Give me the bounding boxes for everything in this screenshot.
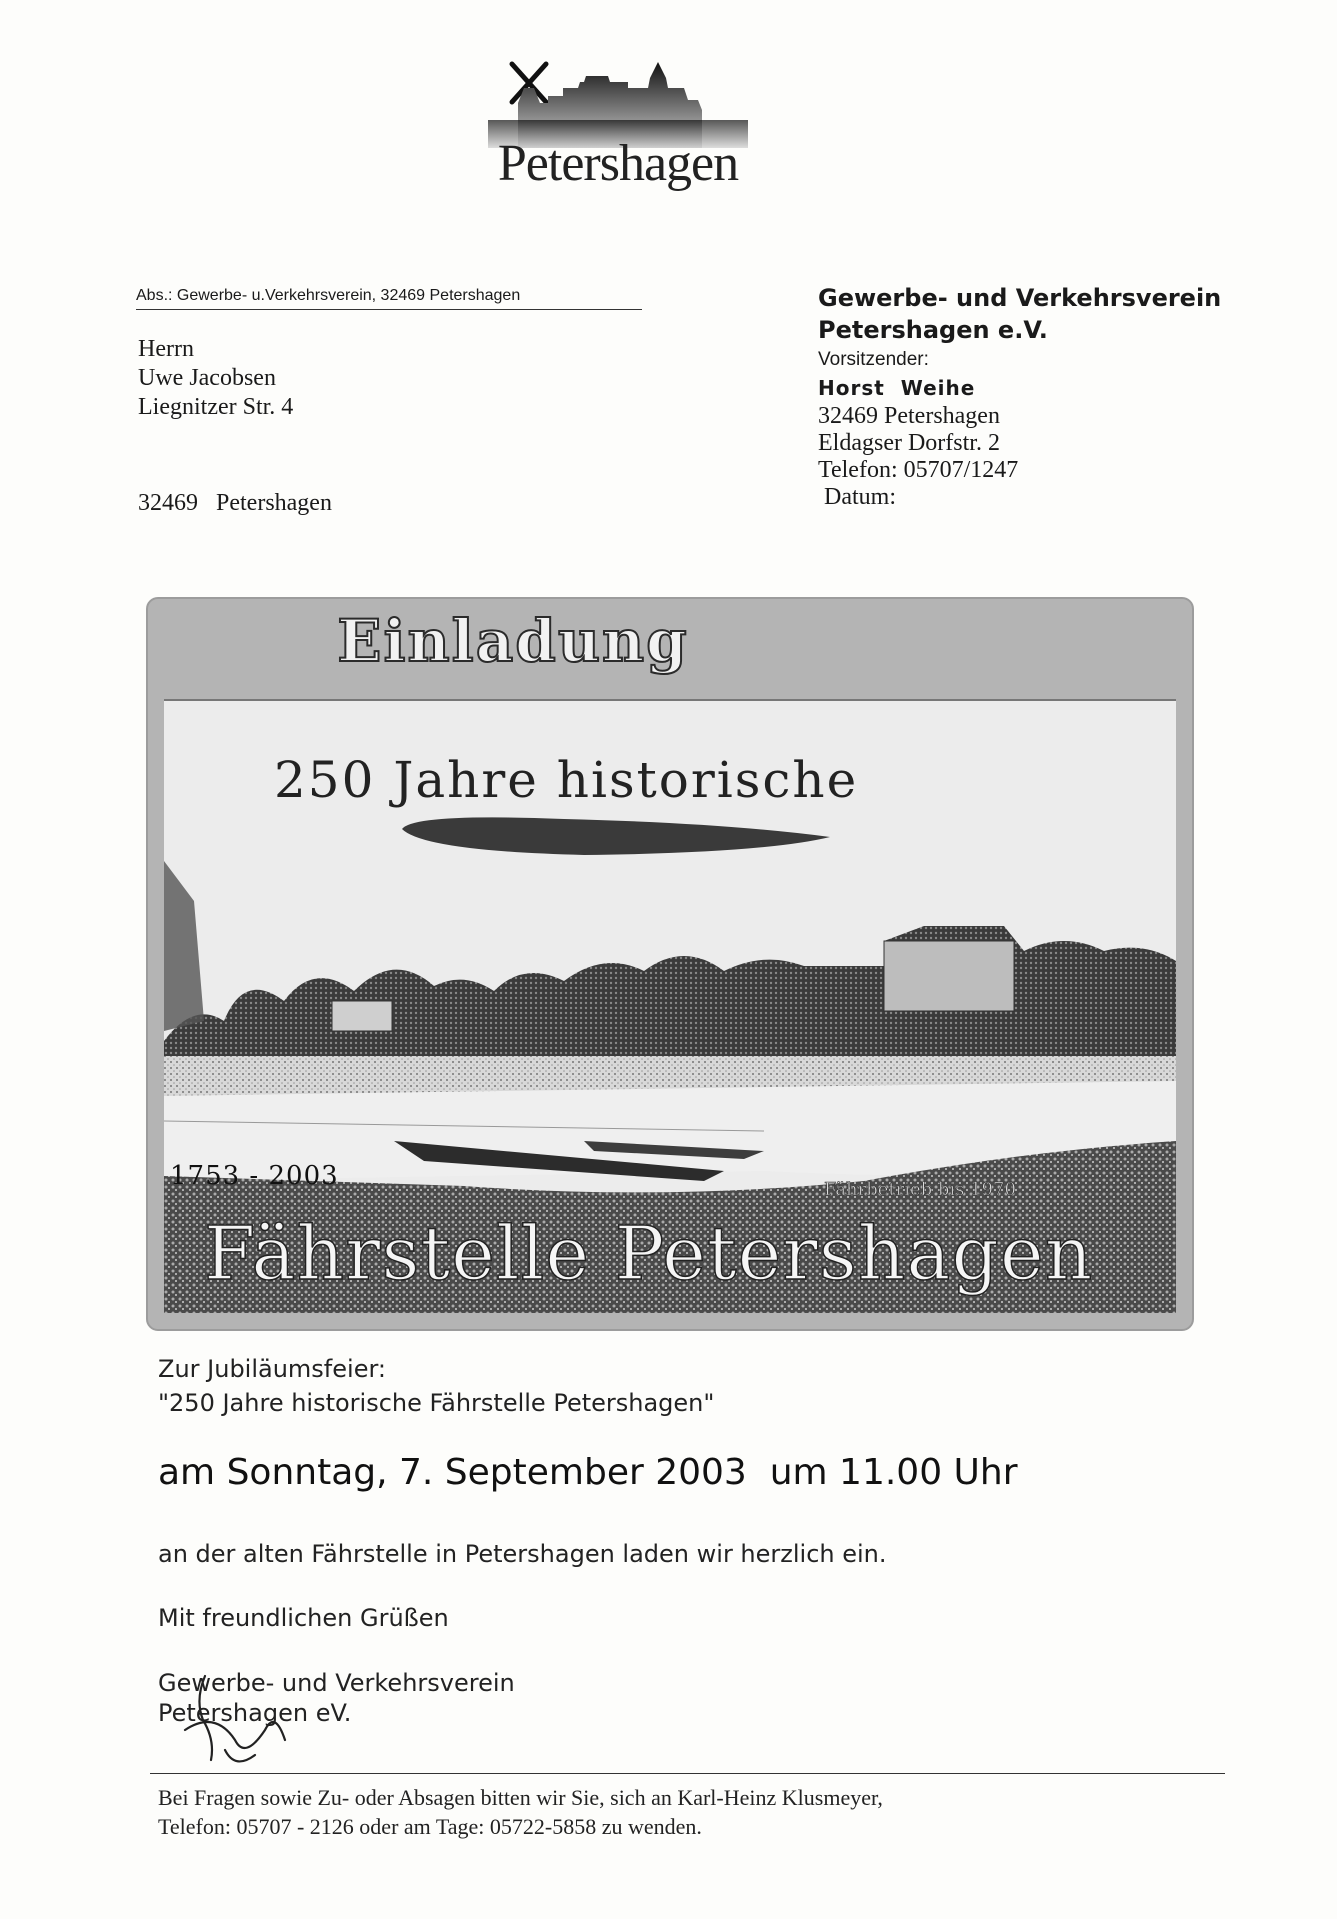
- banner-title: Einladung: [337, 607, 689, 675]
- org-date-label: Datum:: [824, 484, 896, 510]
- photo-years: 1753 - 2003: [170, 1161, 339, 1191]
- sign-org-line2: Petershagen eV.: [158, 1699, 352, 1727]
- footer-line2: Telefon: 05707 - 2126 oder am Tage: 05722-5858 zu wenden.: [158, 1814, 702, 1839]
- recipient-address: [138, 335, 293, 422]
- organization-block: [818, 282, 1221, 511]
- org-chair-name: Horst Weihe: [818, 376, 976, 400]
- recipient-city: [138, 490, 332, 517]
- org-city: 32469 Petershagen: [818, 403, 1000, 429]
- footer-note: [158, 1783, 883, 1841]
- recipient-salutation: Herrn: [138, 336, 194, 362]
- recipient-name: Uwe Jacobsen: [138, 365, 276, 391]
- org-name-line2: Petershagen e.V.: [818, 316, 1048, 344]
- org-street: Eldagser Dorfstr. 2: [818, 430, 1000, 456]
- intro-line1: Zur Jubiläumsfeier:: [158, 1355, 386, 1383]
- org-phone: Telefon: 05707/1247: [818, 457, 1019, 483]
- recipient-street: Liegnitzer Str. 4: [138, 394, 294, 420]
- invitation-line: an der alten Fährstelle in Petershagen laden wir herzlich ein.: [158, 1540, 887, 1568]
- photo-heading: 250 Jahre historische: [274, 751, 859, 809]
- letterhead-logo: [468, 58, 768, 198]
- zeppelin: [402, 817, 830, 855]
- intro-line2: "250 Jahre historische Fährstelle Petershagen": [158, 1389, 715, 1417]
- ferry-photo: [164, 699, 1176, 1313]
- sign-org-line1: Gewerbe- und Verkehrsverein: [158, 1669, 515, 1697]
- handwritten-signature: [175, 1670, 305, 1780]
- org-chair-label: Vorsitzender:: [818, 349, 929, 370]
- sender-address-line: Abs.: Gewerbe- u.Verkehrsverein, 32469 Petershagen: [136, 287, 642, 310]
- invitation-banner: [146, 597, 1194, 1331]
- logo-text: Petershagen: [497, 135, 739, 192]
- photo-caption: Fährbetrieb bis 1970: [824, 1179, 1016, 1200]
- event-date: am Sonntag, 7. September 2003 um 11.00 Uhr: [158, 1452, 1018, 1493]
- photo-big-title: Fährstelle Petershagen: [204, 1211, 1094, 1297]
- intro-text: [158, 1352, 714, 1420]
- footer-divider: [150, 1773, 1225, 1774]
- recipient-city-text: 32469 Petershagen: [138, 490, 332, 516]
- closing-greeting: Mit freundlichen Grüßen: [158, 1604, 449, 1632]
- org-name-line1: Gewerbe- und Verkehrsverein: [818, 284, 1222, 312]
- footer-line1: Bei Fragen sowie Zu- oder Absagen bitten wir Sie, sich an Karl-Heinz Klusmeyer,: [158, 1785, 883, 1810]
